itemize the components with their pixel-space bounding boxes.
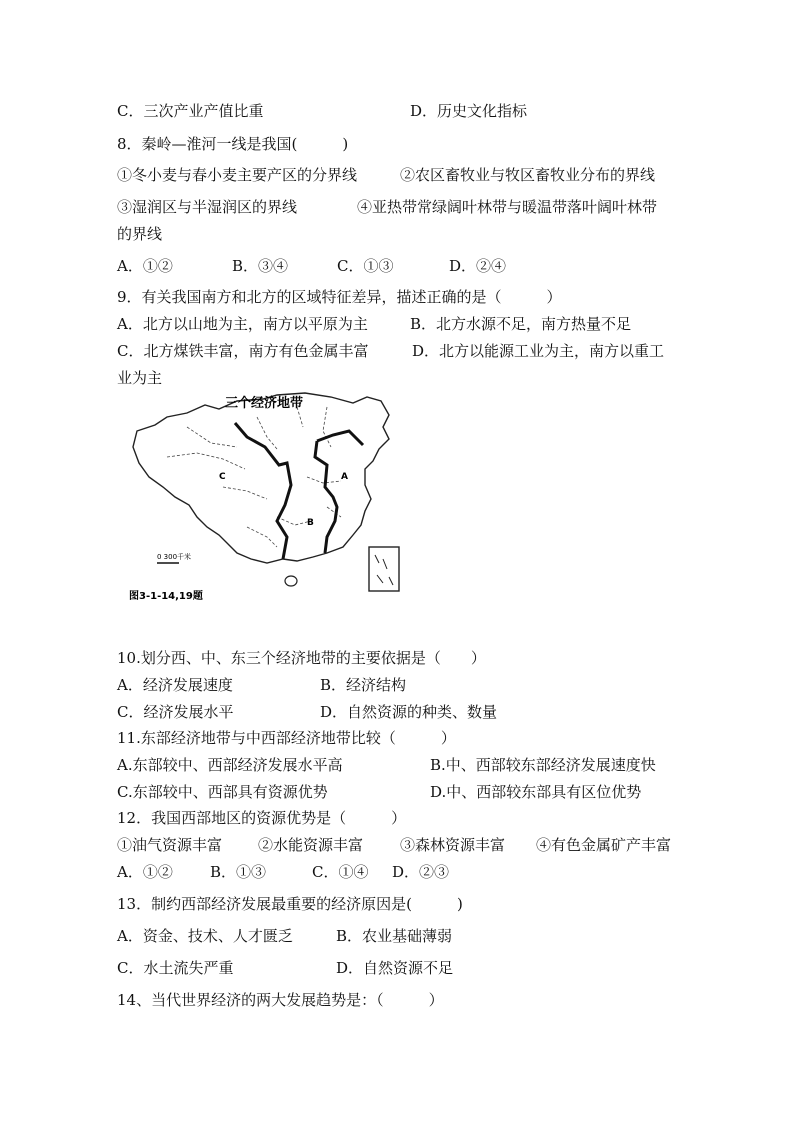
q12-option-b: B．①③ <box>210 863 267 881</box>
q9-option-d-cont: 业为主 <box>117 369 163 387</box>
q8-item-2: ②农区畜牧业与牧区畜牧业分布的界线 <box>400 166 656 184</box>
q12-item-1: ①油气资源丰富 <box>117 836 223 854</box>
q14-stem-text: 14、当代世界经济的两大发展趋势是：（ ） <box>117 991 444 1009</box>
q10-option-c: C．经济发展水平 <box>117 703 234 721</box>
figure-caption: 图3-1-14,19题 <box>129 591 203 602</box>
q12-item-4: ④有色金属矿产丰富 <box>536 836 672 854</box>
region-label-b: B <box>307 518 314 528</box>
q9-stem-text: 9．有关我国南方和北方的区域特征差异，描述正确的是（ ） <box>117 288 562 306</box>
south-china-sea-inset <box>369 547 399 591</box>
q12-option-c: C．①④ <box>312 863 369 881</box>
q13-option-a: A．资金、技术、人才匮乏 <box>117 927 293 945</box>
q13-option-c: C．水土流失严重 <box>117 959 234 977</box>
region-label-a: A <box>341 472 348 482</box>
q10-option-d: D．自然资源的种类、数量 <box>320 703 498 721</box>
q8-item-4: ④亚热带常绿阔叶林带与暖温带落叶阔叶林带 <box>357 198 658 216</box>
q13-option-b: B．农业基础薄弱 <box>336 927 453 945</box>
region-label-c: C <box>219 472 226 482</box>
q10-option-b: B．经济结构 <box>320 676 407 694</box>
q8-item-3: ③湿润区与半湿润区的界线 <box>117 198 298 216</box>
q9-option-a: A．北方以山地为主，南方以平原为主 <box>117 315 368 333</box>
q11-option-d: D.中、西部较东部具有区位优势 <box>430 783 642 801</box>
q9-option-d: D．北方以能源工业为主，南方以重工 <box>412 342 665 360</box>
q11-option-c: C.东部较中、西部具有资源优势 <box>117 783 328 801</box>
q12-stem-text: 12．我国西部地区的资源优势是（ ） <box>117 809 407 827</box>
q8-option-d: D．②④ <box>449 257 507 275</box>
q7-option-d: D．历史文化指标 <box>410 102 528 120</box>
q12-option-d: D．②③ <box>392 863 450 881</box>
q9-option-c: C．北方煤铁丰富，南方有色金属丰富 <box>117 342 369 360</box>
q13-stem-text: 13．制约西部经济发展最重要的经济原因是( ) <box>117 895 463 913</box>
q8-item-4-cont: 的界线 <box>117 225 163 243</box>
q12-item-2: ②水能资源丰富 <box>258 836 364 854</box>
central-east-boundary <box>315 441 337 553</box>
map-title: 三个经济地带 <box>225 396 304 411</box>
q8-option-a: A．①② <box>117 257 173 275</box>
q8-item-1: ①冬小麦与春小麦主要产区的分界线 <box>117 166 358 184</box>
q8-option-b: B．③④ <box>232 257 289 275</box>
scale-label: 0 300千米 <box>157 553 192 561</box>
q10-option-a: A．经济发展速度 <box>117 676 233 694</box>
q11-option-b: B.中、西部较东部经济发展速度快 <box>430 756 656 774</box>
china-map-graphic <box>127 387 411 605</box>
china-outline <box>133 393 389 563</box>
q8-stem-text: 8．秦岭—淮河一线是我国( ) <box>117 135 349 153</box>
economic-belts-map <box>127 387 411 605</box>
q10-stem-text: 10.划分西、中、东三个经济地带的主要依据是（ ） <box>117 649 486 667</box>
q13-option-d: D．自然资源不足 <box>336 959 454 977</box>
q12-option-a: A．①② <box>117 863 173 881</box>
q11-option-a: A.东部较中、西部经济发展水平高 <box>117 756 343 774</box>
q11-stem-text: 11.东部经济地带与中西部经济地带比较（ ） <box>117 729 456 747</box>
q8-option-c: C．①③ <box>337 257 394 275</box>
west-central-boundary <box>235 423 291 559</box>
q7-option-c: C．三次产业产值比重 <box>117 102 264 120</box>
q9-option-b: B．北方水源不足，南方热量不足 <box>410 315 632 333</box>
q12-item-3: ③森林资源丰富 <box>400 836 506 854</box>
hainan-island <box>285 576 297 586</box>
